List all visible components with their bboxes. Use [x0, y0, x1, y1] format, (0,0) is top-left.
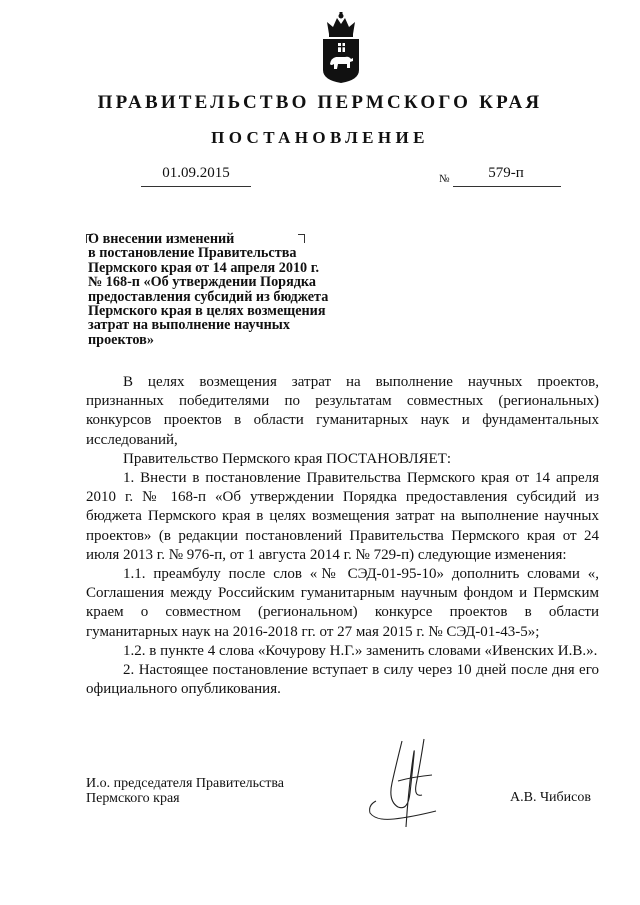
- subject-line: О внесении изменений: [88, 231, 235, 247]
- clause-1-2-paragraph: 1.2. в пункте 4 слова «Кочурову Н.Г.» заменить словами «Ивенских И.В.».: [123, 642, 598, 659]
- document-subject: [88, 232, 388, 347]
- clause-1-paragraph: 1. Внести в постановление Правительства Пермского края от 14 апреля 2010 г. № 168-п «Об утверждении Порядка предоставления субсидий из бюджета Пермского края в целях возмещения затрат на выполнение научных проектов» (в редакции постановлений Правительства Пермского края от 24 июля 2013 г. № 976-п, от 1 августа 2014 г. № 729-п) следующие изменения:: [86, 470, 599, 563]
- clause-2-paragraph: 2. Настоящее постановление вступает в силу через 10 дней после дня его официального опубликования.: [86, 662, 599, 698]
- document-date: 01.09.2015: [162, 165, 230, 181]
- number-underline: [453, 186, 561, 187]
- preamble-paragraph: В целях возмещения затрат на выполнение научных проектов, признанных победителями по результатам совместных (региональных) конкурсов проектов в области гуманитарных наук и фундаментальных исследований,: [86, 374, 599, 448]
- date-underline: [141, 186, 251, 187]
- document-body: [86, 373, 599, 699]
- document-number: 579-п: [488, 165, 524, 181]
- document-type: ПОСТАНОВЛЕНИЕ: [211, 128, 429, 147]
- subject-line: предоставления субсидий из бюджета: [88, 288, 329, 305]
- government-title: ПРАВИТЕЛЬСТВО ПЕРМСКОГО КРАЯ: [97, 92, 543, 113]
- signer-name: А.В. Чибисов: [510, 790, 591, 805]
- number-sign: №: [439, 173, 450, 185]
- subject-line: Пермского края в целях возмещения: [88, 303, 326, 320]
- subject-line: Пермского края от 14 апреля 2010 г.: [88, 259, 320, 276]
- resolution-paragraph: Правительство Пермского края ПОСТАНОВЛЯЕТ:: [123, 450, 452, 467]
- subject-line: проектов»: [88, 331, 154, 348]
- subject-line: № 168-п «Об утверждении Порядка: [88, 274, 316, 291]
- signer-title-line: И.о. председателя Правительства: [86, 776, 285, 791]
- signer-title-line: Пермского края: [86, 791, 180, 806]
- coat-of-arms-icon: [321, 12, 361, 84]
- clause-1-1-paragraph: 1.1. преамбулу после слов «№ СЭД-01-95-10» дополнить словами «, Соглашения между Российским гуманитарным научным фондом и Пермским краем о совместном (региональном) конкурсе проектов в области гуманитарных наук на 2016-2018 гг. от 27 мая 2015 г. № СЭД-01-43-5»;: [86, 566, 599, 640]
- subject-line: затрат на выполнение научных: [88, 317, 290, 334]
- signer-title: [86, 776, 284, 806]
- subject-line: в постановление Правительства: [88, 245, 297, 262]
- handwritten-signature: [362, 735, 452, 835]
